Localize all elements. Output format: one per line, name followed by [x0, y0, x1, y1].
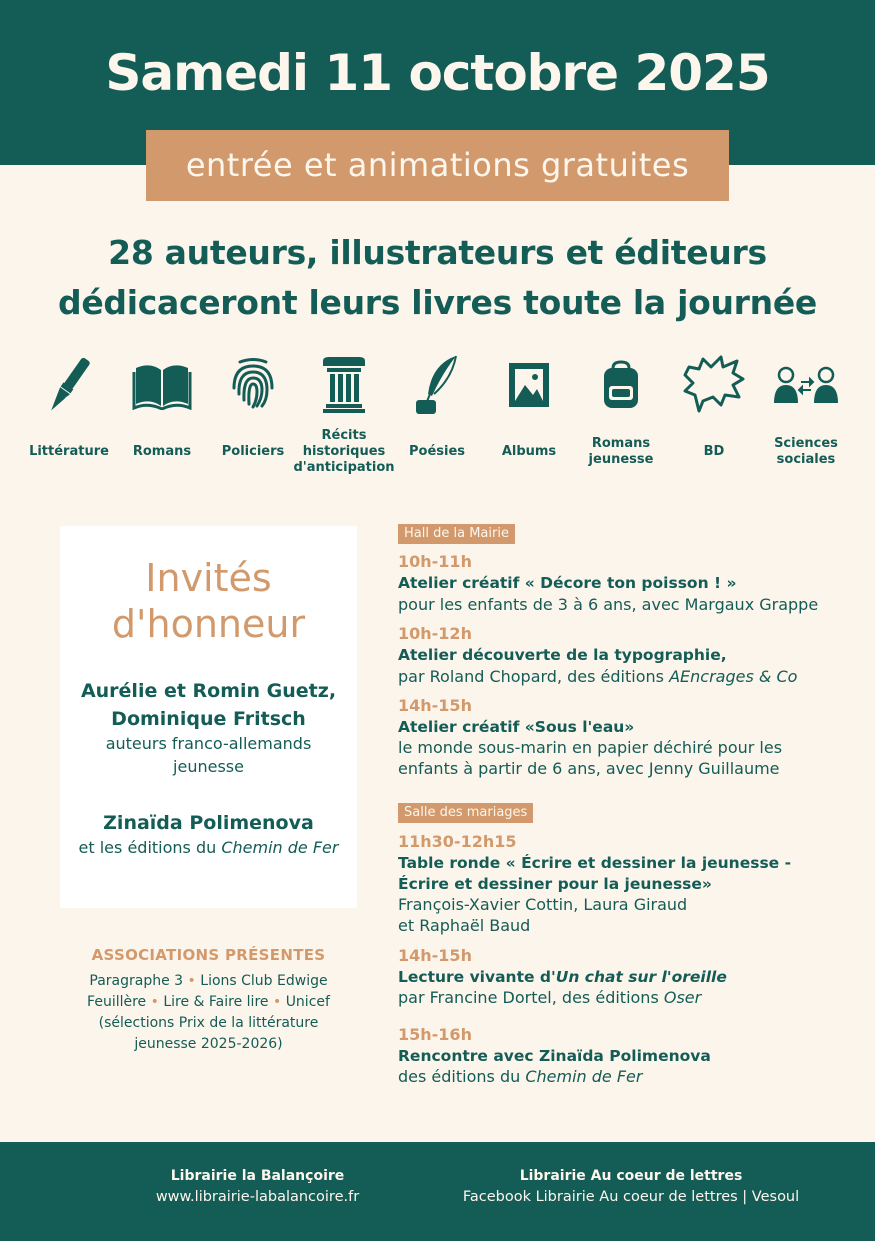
- category-poesies: [392, 352, 482, 486]
- guests-title-line-2: d'honneur: [111, 602, 306, 646]
- event-4-title-line-2: Écrire et dessiner pour la jeunesse»: [398, 875, 712, 893]
- guest-2-desc: et les éditions du Chemin de Fer: [78, 838, 339, 857]
- guests-of-honour-card: [60, 526, 357, 908]
- greek-column-icon: [321, 357, 367, 413]
- category-label: BD: [703, 444, 725, 459]
- guests-title-line-1: Invités: [145, 556, 272, 600]
- footer-bookshop-right-info[interactable]: Facebook Librairie Au coeur de lettres | Vesoul: [462, 1189, 800, 1205]
- category-label: Récits historiques d'anticipation: [293, 428, 395, 475]
- speech-bubble-icon: [683, 355, 745, 415]
- event-4-desc-line-2: et Raphaël Baud: [398, 916, 531, 935]
- place-tag-salle-mariages: Salle des mariages: [398, 803, 533, 823]
- associations-title: ASSOCIATIONS PRÉSENTES: [91, 946, 326, 964]
- category-sciences-sociales: [761, 352, 851, 486]
- category-label: Albums: [501, 444, 557, 459]
- headline-line-2: dédicaceront leurs livres toute la journée: [58, 283, 817, 322]
- category-litterature: [24, 352, 114, 486]
- people-exchange-icon: [774, 365, 838, 405]
- school-backpack-icon: [601, 360, 641, 410]
- category-albums: [484, 352, 574, 486]
- category-label: Policiers: [221, 444, 285, 459]
- event-5-time: 14h-15h: [398, 946, 472, 965]
- footer-bookshop-left-url[interactable]: www.librairie-labalancoire.fr: [155, 1189, 360, 1205]
- category-label: Romans: [132, 444, 192, 459]
- picture-frame-icon: [507, 361, 551, 409]
- associations-line-1: Paragraphe 3 • Lions Club Edwige: [89, 973, 328, 989]
- event-4-desc-line-1: François-Xavier Cottin, Laura Giraud: [398, 895, 688, 914]
- place-tag-hall-mairie: Hall de la Mairie: [398, 524, 515, 544]
- associations-line-4: jeunesse 2025-2026): [134, 1036, 283, 1052]
- event-1-title: Atelier créatif « Décore ton poisson ! »: [398, 574, 737, 592]
- associations-line-3: (sélections Prix de la littérature: [98, 1015, 319, 1031]
- event-date-title: Samedi 11 octobre 2025: [105, 44, 770, 102]
- event-3-desc-line-1: le monde sous-marin en papier déchiré pour les: [398, 738, 783, 757]
- event-3-time: 14h-15h: [398, 696, 472, 715]
- event-3-desc-line-2: enfants à partir de 6 ans, avec Jenny Guillaume: [398, 759, 780, 778]
- guest-1-name-line-1: Aurélie et Romin Guetz,: [80, 680, 337, 702]
- event-1-desc: pour les enfants de 3 à 6 ans, avec Margaux Grappe: [398, 595, 819, 614]
- category-label: Poésies: [408, 444, 466, 459]
- free-entry-banner: entrée et animations gratuites: [146, 130, 729, 201]
- open-book-icon: [132, 360, 192, 410]
- event-6-time: 15h-16h: [398, 1025, 472, 1044]
- guest-1-desc-line-1: auteurs franco-allemands: [105, 734, 312, 753]
- event-4-time: 11h30-12h15: [398, 832, 517, 851]
- event-5-title: Lecture vivante d'Un chat sur l'oreille: [398, 968, 727, 986]
- event-2-time: 10h-12h: [398, 624, 472, 643]
- category-romans-jeunesse: [576, 352, 666, 486]
- footer-bookshop-left-name: Librairie la Balançoire: [170, 1168, 345, 1184]
- guest-1-name-line-2: Dominique Fritsch: [111, 708, 306, 730]
- event-6-title: Rencontre avec Zinaïda Polimenova: [398, 1047, 711, 1065]
- footer-bookshop-right-name: Librairie Au coeur de lettres: [519, 1168, 743, 1184]
- event-4-title-line-1: Table ronde « Écrire et dessiner la jeunesse -: [398, 854, 792, 872]
- category-label: Romans jeunesse: [588, 436, 654, 467]
- event-6-desc: des éditions du Chemin de Fer: [398, 1067, 643, 1086]
- event-1-time: 10h-11h: [398, 552, 472, 571]
- quill-icon: [412, 354, 462, 416]
- category-bd: [669, 352, 759, 486]
- associations-line-2: Feuillère • Lire & Faire lire • Unicef: [87, 994, 330, 1010]
- event-2-title: Atelier découverte de la typographie,: [398, 646, 727, 664]
- fountain-pen-icon: [39, 352, 99, 418]
- event-2-desc: par Roland Chopard, des éditions AEncrages & Co: [398, 667, 798, 686]
- event-5-desc: par Francine Dortel, des éditions Oser: [398, 988, 702, 1007]
- category-policiers: [208, 352, 298, 486]
- category-romans: [117, 352, 207, 486]
- category-label: Sciences sociales: [774, 436, 838, 467]
- category-label: Littérature: [29, 444, 109, 459]
- headline-line-1: 28 auteurs, illustrateurs et éditeurs: [108, 233, 767, 272]
- guest-1-desc-line-2: jeunesse: [173, 757, 244, 776]
- event-3-title: Atelier créatif «Sous l'eau»: [398, 718, 635, 736]
- footer: [0, 1142, 875, 1241]
- fingerprint-icon: [226, 358, 280, 412]
- guest-2-name: Zinaïda Polimenova: [103, 812, 314, 834]
- category-recits-historiques: [293, 352, 395, 486]
